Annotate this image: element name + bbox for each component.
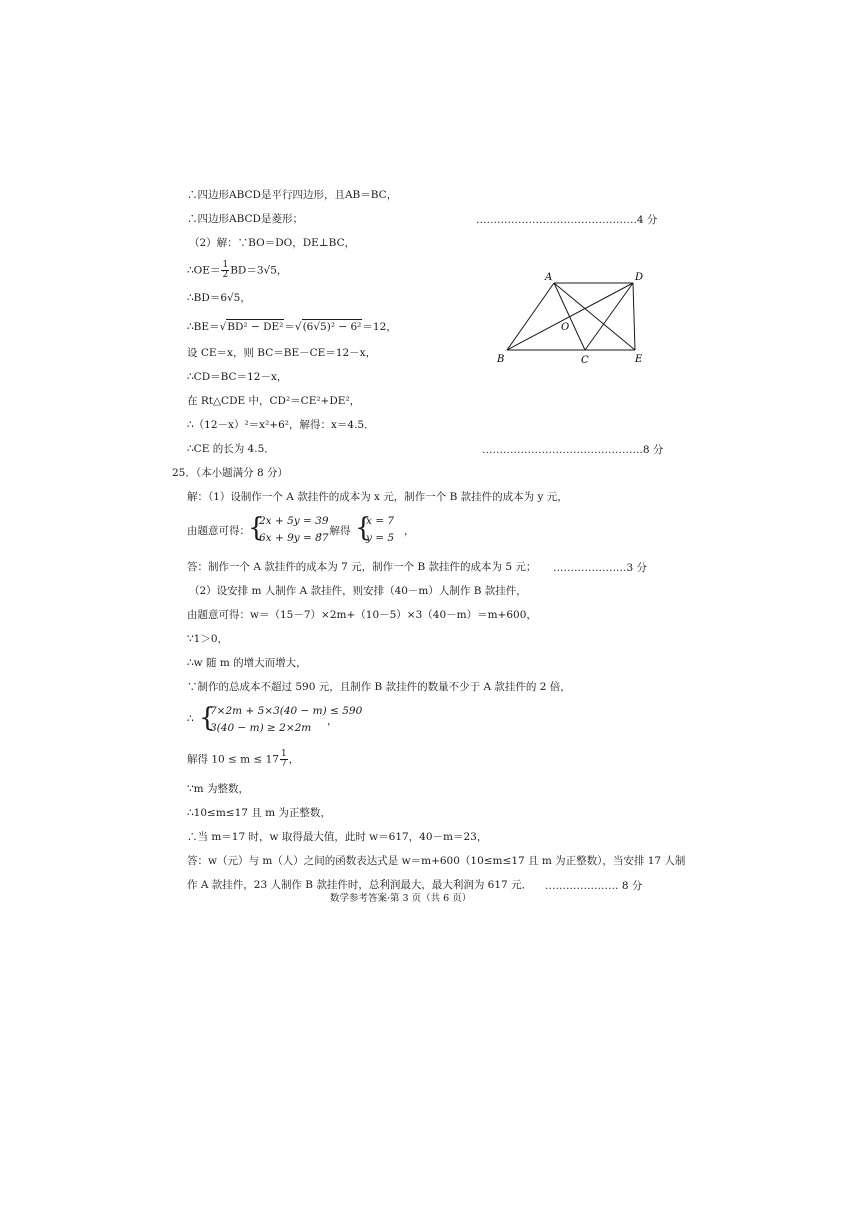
seg-AC [554,283,585,350]
q25-max: ∴当 m＝17 时，w 取得最大值，此时 w＝617，40－m＝23， [187,831,488,843]
inequality-1: 7×2m + 5×3(40 − m) ≤ 590 [210,705,363,717]
score-3: …………………3 分 [553,562,648,574]
q25-positive: ∵1＞0， [187,633,229,645]
solution-y: y = 5 [366,532,395,544]
sqrt-bd-de: BD² − DE² [227,321,284,333]
range-end: ， [288,753,300,766]
line-solve-x: ∴（12－x）²＝x²+6²，解得：x＝4.5． [187,419,375,431]
solution-x: x = 7 [366,515,395,527]
score-8-q25: ………………… 8 分 [545,880,643,892]
system-mid: ，解得 [319,525,351,537]
q25-range [187,750,299,769]
inequality-2: 3(40 − m) ≥ 2×2m [210,722,312,734]
q25-header: 25．（本小题满分 8 分） [172,467,288,479]
label-C: C [581,355,589,366]
seventh-fraction [280,750,288,769]
score-8-part1: ……………………………………….8 分 [482,444,664,456]
q25-part2-setup: （2）设安排 m 人制作 A 款挂件，则安排（40－m）人制作 B 款挂件， [189,585,527,597]
frac-num: 1 [222,260,229,270]
q25-inequality-system [187,702,447,738]
system-prefix: 由题意可得： [187,525,250,537]
line-rt-triangle: 在 Rt△CDE 中，CD²＝CE²+DE²， [187,395,361,407]
line-oe [187,261,287,280]
q25-function: 由题意可得：w＝（15－7）×2m+（10－5）×3（40－m）＝m+600， [187,609,537,621]
frac-den: 2 [222,270,229,280]
range-prefix: 解得 10 ≤ m ≤ 17 [187,753,279,766]
q25-constraints: ∵制作的总成本不超过 590 元，且制作 B 款挂件的数量不少于 A 款挂件的 2 倍， [187,681,571,693]
label-D: D [635,272,644,283]
label-B: B [497,354,505,365]
q25-integer: ∵m 为整数， [187,783,249,795]
label-O: O [561,322,570,333]
sqrt-numeric: (6√5)² − 6² [302,321,362,333]
equation-1: 2x + 5y = 39 [259,515,329,527]
q25-increasing: ∴w 随 m 的增大而增大， [187,657,307,669]
q25-answer2-line2: 作 A 款挂件，23 人制作 B 款挂件时，总利润最大，最大利润为 617 元． [187,879,533,891]
seg-DE [633,283,635,350]
oe-prefix: ∴OE＝ [187,264,221,277]
line-rhombus-premise: ∴四边形ABCD是平行四边形，且AB＝BC， [187,189,398,201]
line-part2-given: （2）解：∵BO＝DO，DE⊥BC， [189,237,356,249]
q25-answer2-line1: 答：w（元）与 m（人）之间的函数表达式是 w＝m+600（10≤m≤17 且 m 为正整数），当安排 17 人制 [187,855,686,867]
label-A: A [545,272,553,283]
ineq-end: ， [327,715,338,727]
line-cd: ∴CD＝BC＝12－x， [187,371,288,383]
page-footer: 数学参考答案·第 3 页（共 6 页） [330,893,472,904]
label-E: E [635,354,643,365]
line-set-ce: 设 CE＝x，则 BC＝BE－CE＝12－x， [187,347,377,359]
brace-left-2: { [355,513,372,543]
q25-m-range: ∴10≤m≤17 且 m 为正整数， [187,807,331,819]
q25-answer1: 答：制作一个 A 款挂件的成本为 7 元，制作一个 B 款挂件的成本为 5 元； [187,561,537,573]
range-frac-num: 1 [280,749,287,759]
brace-ineq: { [199,703,216,733]
be-eq: ＝ [284,321,295,333]
q25-setup: 解：（1）设制作一个 A 款挂件的成本为 x 元，制作一个 B 款挂件的成本为 y 元， [187,491,568,503]
brace-left-1: { [248,513,265,543]
geometry-figure [495,268,655,368]
be-suffix: ＝12， [362,321,397,333]
ineq-prefix: ∴ [187,713,194,725]
line-ce-result: ∴CE 的长为 4.5． [187,443,275,455]
seg-AE [554,283,635,350]
range-frac-den: 7 [280,759,287,769]
equation-2: 6x + 9y = 87 [259,532,329,544]
system-end: ， [404,525,415,537]
q25-system [187,512,447,548]
be-prefix: ∴BE＝ [187,321,220,333]
half-fraction [221,261,229,280]
seg-BA [507,283,554,350]
score-4: ……………………………………….4 分 [476,214,658,226]
oe-suffix: BD＝3√5， [230,264,288,277]
line-rhombus-conclusion: ∴四边形ABCD是菱形； [187,213,303,225]
seg-DC [585,283,633,350]
line-bd: ∴BD＝6√5， [187,292,251,304]
line-be: ∴BE＝√BD² − DE²＝√(6√5)² − 6²＝12， [187,321,397,333]
